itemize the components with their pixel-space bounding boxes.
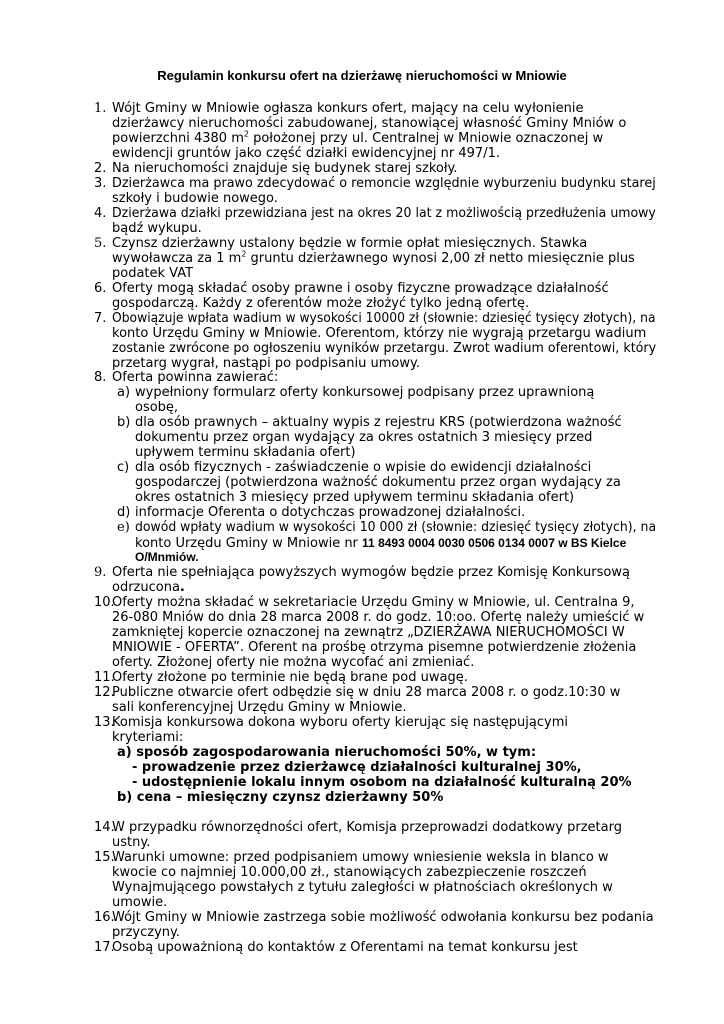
item-9-line-1: Oferta nie spełniająca powyższych wymogów będzie przez Komisję Konkursową [112,565,630,580]
item-15-line-4: umowie. [112,895,168,910]
item-7-line-1: Obowiązuje wpłata wadium w wysokości 10000 zł (słownie: dziesięć tysięcy złotych), na [112,311,656,326]
item-2-line-1: Na nieruchomości znajduje się budynek starej szkoły. [112,161,458,176]
item-15-line-3: Wynajmującego powstałych z tytułu zaległości w płatnościach określonych w [112,880,613,895]
item-12-line-2: sali konferencyjnej Urzędu Gminy w Mniowie. [112,700,407,715]
item-number: 16. [94,910,115,925]
sub-e-line-1: dowód wpłaty wadium w wysokości 10 000 zł (słownie: dziesięć tysięcy złotych), na [135,520,657,535]
item-17-line-1: Osobą upoważnioną do kontaktów z Oferentami na temat konkursu jest [112,940,578,955]
item-6-line-2: gospodarczą. Każdy z oferentów może złożyć tylko jedną ofertę. [112,296,530,311]
sub-c-line-3: okres ostatnich 3 miesięcy przed upływem terminu składania ofert) [135,490,575,505]
item-number: 1. [94,101,107,116]
sub-item-letter: b) [117,415,131,430]
sub-c-line-2: gospodarczej (potwierdzona ważność dokumentu przez organ wydający za [135,475,621,490]
item-10-line-1: Oferty można składać w sekretariacie Urzędu Gminy w Mniowie, ul. Centralna 9, [112,595,635,610]
item-number: 17. [94,940,115,955]
item-1-line-1: Wójt Gminy w Mniowie ogłasza konkurs ofert, mający na celu wyłonienie [112,101,584,116]
item-12-line-1: Publiczne otwarcie ofert odbędzie się w dniu 28 marca 2008 r. o godz.10:30 w [112,685,621,700]
item-1-line-2: dzierżawcy nieruchomości zabudowanej, stanowiącej własność Gminy Mniów o [112,116,627,131]
item-5-line-1: Czynsz dzierżawny ustalony będzie w formie opłat miesięcznych. Stawka [112,236,588,251]
sub-a-line-2: osobę, [135,400,179,415]
criterion-a-2: - udostępnienie lokalu innym osobom na działalność kulturalną 20% [132,775,632,790]
item-10-line-2: 26-080 Mniów do dnia 28 marca 2008 r. do godz. 10:oo. Ofertę należy umieścić w [112,610,645,625]
item-number: 7. [94,311,107,326]
item-5-line-3: podatek VAT [112,266,194,281]
bank-account: 11 8493 0004 0030 0506 0134 0007 w BS Kielce [362,536,627,550]
item-10-line-4: MNIOWIE - OFERTA”. Oferent na prośbę otrzyma pisemne potwierdzenie złożenia [112,640,637,655]
item-number: 13. [94,715,115,730]
sub-b-line-2: dokumentu przez organ wydający za okres ostatnich 3 miesięcy przed [135,430,593,445]
item-number: 8. [94,370,107,385]
item-number: 9. [94,565,107,580]
sub-b-line-3: upływem terminu składania ofert) [135,445,356,460]
item-1-line-3: powierzchni 4380 $m^2$ położonej przy ul. Centralnej w Mniowie oznaczonej w [112,129,604,146]
item-number: 5. [94,236,107,251]
sub-a-line-1: wypełniony formularz oferty konkursowej podpisany przez uprawnioną [135,385,595,400]
item-7-line-2: konto Urzędu Gminy w Mniowie. Oferentom, którzy nie wygrają przetargu wadium [112,326,647,341]
sub-e-line-3: O/Mnmiów. [135,550,199,564]
item-4-line-2: bądź wykupu. [112,221,202,236]
item-number: 6. [94,281,107,296]
item-number: 2. [94,161,107,176]
item-4-line-1: Dzierżawa działki przewidziana jest na okres 20 lat z możliwością przedłużenia umowy [112,206,656,221]
item-number: 10. [94,595,115,610]
item-10-line-5: oferty. Złożonej oferty nie można wycofać ani zmieniać. [112,655,475,670]
sub-e-line-2: konto Urzędu Gminy w Mniowie nr 11 8493 0004 0030 0506 0134 0007 w BS Kielce [135,536,627,551]
item-14-line-1: W przypadku równorzędności ofert, Komisja przeprowadzi dodatkowy przetarg [112,820,622,835]
item-11-line-1: Oferty złożone po terminie nie będą brane pod uwagę. [112,670,468,685]
item-1-line-4: ewidencji gruntów jako część działki ewidencyjnej nr 497/1. [112,146,500,161]
sub-c-line-1: dla osób fizycznych - zaświadczenie o wpisie do ewidencji działalności [135,460,592,475]
sub-item-letter: e) [117,520,130,535]
item-5-line-2: wywoławcza za 1 $m^2$ gruntu dzierżawnego wynosi 2,00 zł netto miesięcznie plus [112,249,635,266]
item-15-line-2: kwocie co najmniej 10.000,00 zł., stanowiących zabezpieczenie roszczeń [112,865,587,880]
sub-b-line-1: dla osób prawnych – aktualny wypis z rejestru KRS (potwierdzona ważność [135,415,622,430]
item-9-line-2: odrzucona. [112,580,185,595]
item-8-line-1: Oferta powinna zawierać: [112,370,279,385]
sub-item-letter: d) [117,505,131,520]
item-15-line-1: Warunki umowne: przed podpisaniem umowy wniesienie weksla in blanco w [112,850,609,865]
item-6-line-1: Oferty mogą składać osoby prawne i osoby fizyczne prowadzące działalność [112,281,609,296]
item-13-line-1: Komisja konkursowa dokona wyboru oferty kierując się następującymi [112,715,568,730]
item-number: 12. [94,685,115,700]
item-number: 4. [94,206,107,221]
item-3-line-2: szkoły i budowie nowego. [112,191,278,206]
item-14-line-2: ustny. [112,835,151,850]
item-16-line-1: Wójt Gminy w Mniowie zastrzega sobie możliwość odwołania konkursu bez podania [112,910,654,925]
item-number: 14. [94,820,115,835]
sub-d-line-1: informacje Oferenta o dotychczas prowadzonej działalności. [135,505,526,520]
sub-item-letter: a) [117,385,131,400]
item-3-line-1: Dzierżawca ma prawo zdecydować o remoncie względnie wyburzeniu budynku starej [112,176,656,191]
item-number: 11. [94,670,115,685]
item-number: 15. [94,850,115,865]
criterion-a-1: - prowadzenie przez dzierżawcę działalności kulturalnej 30%, [132,760,582,775]
item-16-line-2: przyczyny. [112,925,180,940]
criterion-b: b) cena – miesięczny czynsz dzierżawny 50% [117,790,444,805]
page-title: Regulamin konkursu ofert na dzierżawę nieruchomości w Mniowie [157,68,567,83]
item-10-line-3: zamkniętej kopercie oznaczonej na zewnątrz „DZIERŻAWA NIERUCHOMOŚCI W [112,625,625,640]
item-13-line-2: kryteriami: [112,730,184,745]
item-7-line-3: zostanie zwrócone po ogłoszeniu wyników przetargu. Zwrot wadium oferentowi, który [112,341,657,356]
criterion-a: a) sposób zagospodarowania nieruchomości 50%, w tym: [117,745,537,760]
item-number: 3. [94,176,107,191]
sub-item-letter: c) [117,460,130,475]
item-7-line-4: przetarg wygrał, nastąpi po podpisaniu umowy. [112,356,420,371]
